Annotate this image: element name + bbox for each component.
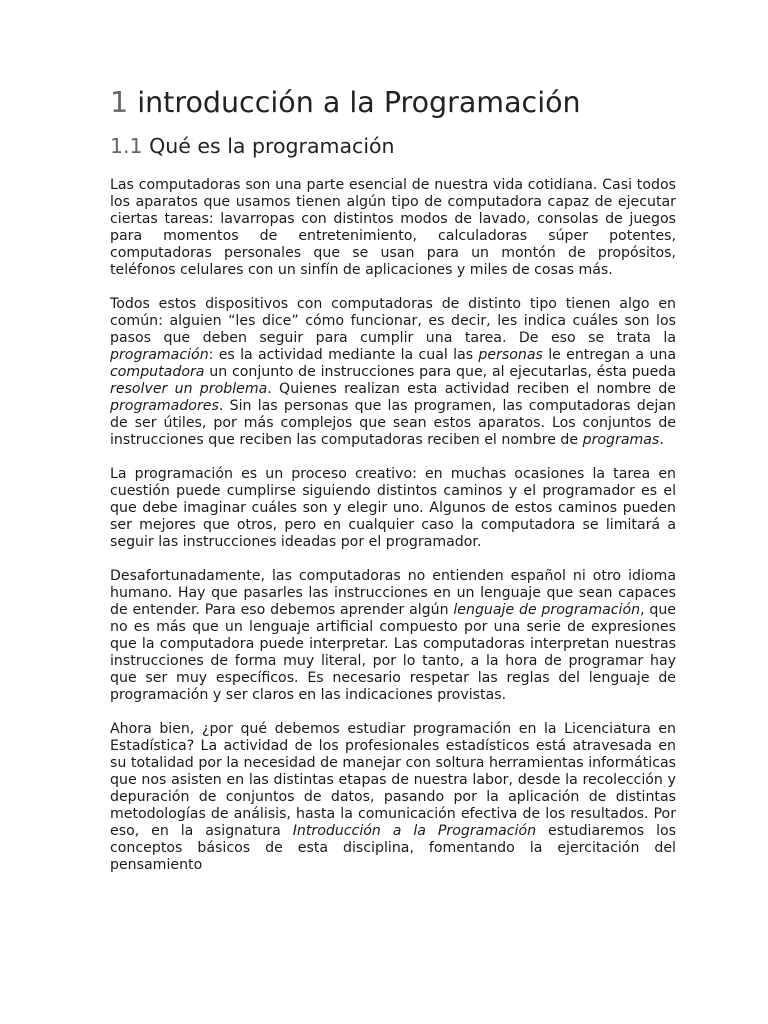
text-run: pasando por la aplicación de distintas metodologías de análisis, hasta la: [110, 789, 676, 822]
text-run: Ahora bien, ¿por qué debemos estudiar programación en la Licenciatura: [110, 721, 651, 737]
text-run: Casi todos los aparatos que usamos tienen algún tipo de computadora: [110, 177, 676, 210]
text-run: le: [542, 347, 561, 363]
text-run: Todos estos dispositivos con computadoras de distinto tipo tienen algo: [110, 296, 650, 312]
text-run: necesario respetar las reglas del lenguaje de programación y ser claros: [110, 670, 676, 703]
text-run: La programación es un proceso creativo: en muchas ocasiones la tarea: [110, 466, 651, 482]
text-run: programador.: [385, 534, 482, 550]
text-run: estudiaremos los conceptos: [110, 823, 677, 856]
text-run: nuestra labor, desde la recolección y depuración de conjuntos de datos,: [110, 772, 676, 805]
text-run: programen, las computadoras dejan de ser útiles, por más complejos: [110, 398, 676, 431]
text-run: . Quienes realizan esta: [267, 381, 438, 397]
section-number: 1.1: [110, 134, 143, 158]
text-run: de estos caminos pueden ser mejores que otros, pero en cualquier caso: [110, 500, 676, 533]
emphasized-term: programadores: [110, 398, 219, 414]
emphasized-term: de programación: [518, 602, 641, 618]
text-run: por una serie de expresiones que la computadora puede interpretar. Las: [110, 619, 676, 652]
paragraph: [110, 177, 676, 279]
text-run: la computadora se limitará a seguir las instrucciones ideadas por el: [110, 517, 676, 550]
paragraph: [110, 466, 676, 551]
text-run: .: [659, 432, 664, 448]
text-run: para un montón de propósitos, teléfonos celulares con un sinfín de: [110, 245, 676, 278]
text-run: calculadoras súper potentes, computadoras personales que se usan: [110, 228, 677, 261]
text-run: computadoras reciben el nombre de: [320, 432, 583, 448]
text-run: en cuestión puede cumplirse siguiendo distintos caminos y el: [110, 466, 676, 499]
text-run: comunicación efectiva de los resultados. Por eso, en la: [110, 806, 677, 839]
document-page: [110, 84, 676, 874]
emphasized-term: programas: [582, 432, 660, 448]
text-run: sean capaces de entender. Para eso debemos aprender algún: [110, 585, 676, 618]
text-run: en las indicaciones provistas.: [298, 687, 507, 703]
chapter-heading: [110, 84, 676, 122]
paragraph: [110, 721, 676, 874]
chapter-number: 1: [110, 86, 129, 119]
section-heading: [110, 132, 676, 160]
text-run: la: [663, 330, 676, 346]
text-run: en Estadística? La actividad de los profesionales estadísticos está: [110, 721, 676, 754]
text-run: en común: alguien “les dice” cómo funcionar, es decir, les indica cuáles: [110, 296, 676, 329]
text-run: capaz de ejecutar ciertas tareas: lavarropas con distintos modos de: [110, 194, 676, 227]
body-text: [110, 177, 676, 874]
text-run: asignatura: [205, 823, 293, 839]
text-run: : es la actividad mediante la cual las: [208, 347, 479, 363]
text-run: lavado, consolas de juegos para momentos de entretenimiento,: [110, 211, 676, 244]
text-run: Desafortunadamente, las computadoras no entienden español ni otro: [110, 568, 622, 584]
emphasized-term: personas: [478, 347, 543, 363]
text-run: un conjunto de instrucciones para que, al: [204, 364, 505, 380]
text-run: que sean estos aparatos. Los conjuntos de instrucciones que reciben las: [110, 415, 676, 448]
text-run: por lo tanto, a la hora de programar hay que ser muy específicos. Es: [110, 653, 676, 686]
text-run: actividad reciben el nombre de: [444, 381, 676, 397]
text-run: computadoras interpretan nuestras instrucciones de forma muy literal,: [110, 636, 676, 669]
text-run: atravesada en su totalidad por la necesidad de manejar con soltura: [110, 738, 676, 771]
text-run: entregan a una: [566, 347, 676, 363]
text-run: básicos de esta disciplina, fomentando la ejercitación del pensamiento: [110, 840, 676, 873]
text-run: herramientas informáticas que nos asisten en las distintas etapas de: [110, 755, 676, 788]
text-run: aplicaciones y miles de cosas más.: [365, 262, 613, 278]
text-run: ejecutarlas, ésta pueda: [509, 364, 676, 380]
section-title: Qué es la programación: [149, 134, 395, 158]
text-run: Las computadoras son una parte esencial de nuestra vida cotidiana.: [110, 177, 598, 193]
emphasized-term: Introducción a la Programación: [292, 823, 537, 839]
emphasized-term: programación: [110, 347, 209, 363]
emphasized-term: computadora: [110, 364, 205, 380]
text-run: son los pasos que deben seguir para cumplir una tarea. De eso se trata: [110, 313, 676, 346]
emphasized-term: resolver un problema: [110, 381, 268, 397]
chapter-title: introducción a la Programación: [137, 86, 581, 119]
paragraph: [110, 296, 676, 449]
paragraph: [110, 568, 676, 704]
text-run: . Sin las personas que las: [218, 398, 408, 414]
text-run: programador es el que debe imaginar cuáles son y elegir uno. Algunos: [110, 483, 676, 516]
emphasized-term: lenguaje: [453, 602, 515, 618]
text-run: idioma humano. Hay que pasarles las instrucciones en un lenguaje que: [110, 568, 676, 601]
text-run: , que no es más que un lenguaje artificial compuesto: [110, 602, 676, 635]
